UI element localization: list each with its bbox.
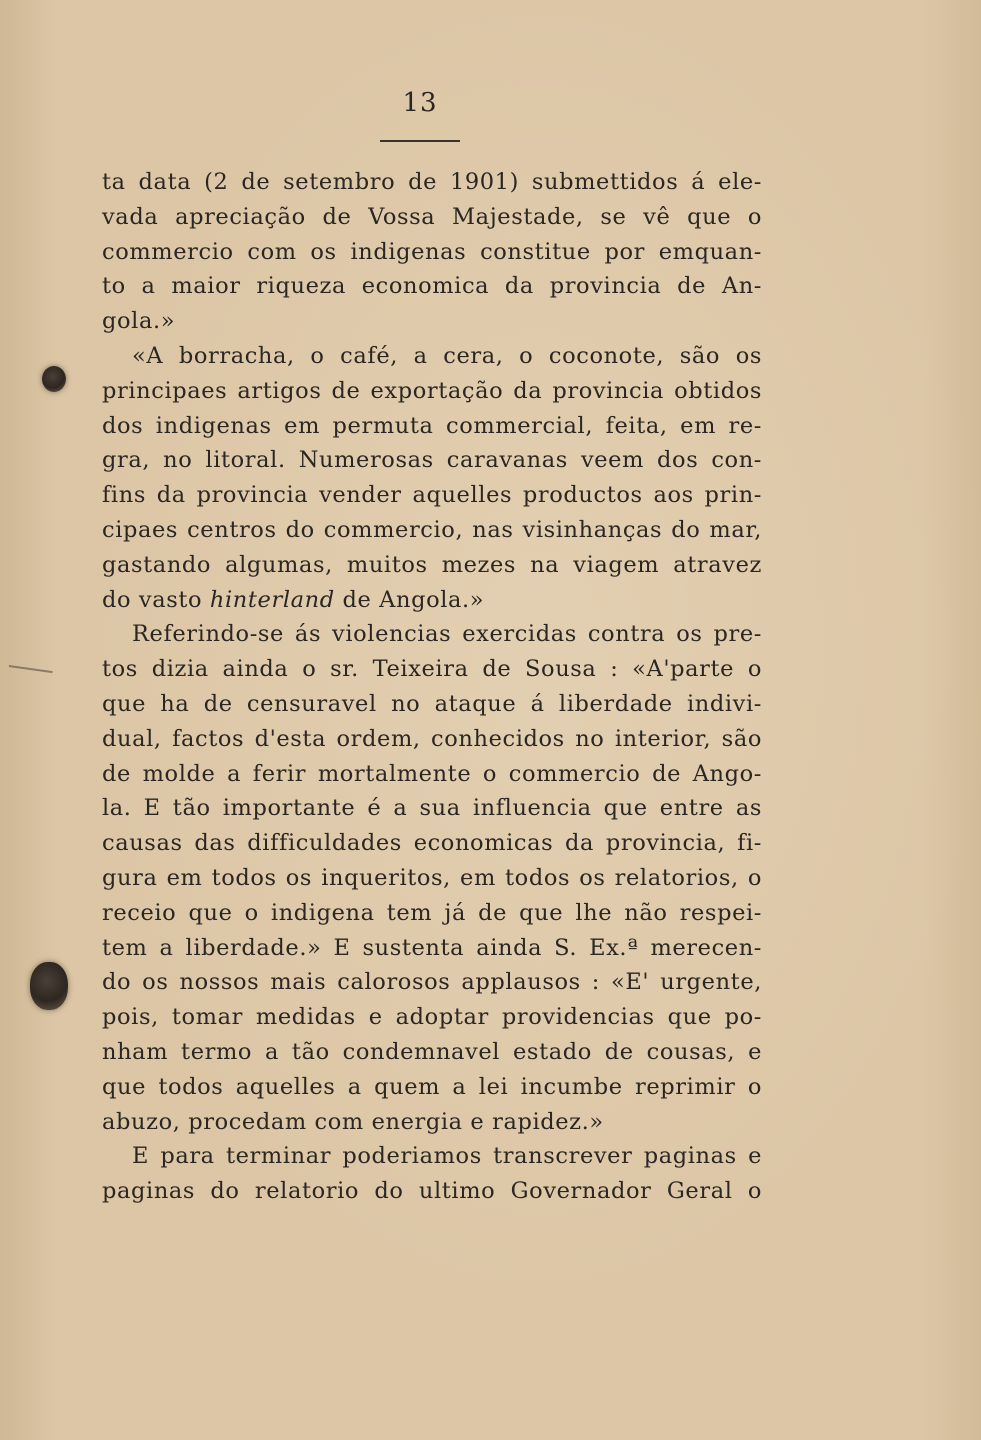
text-segment: de Angola.»	[334, 586, 485, 613]
text-line: gura em todos os inqueritos, em todos os relatorios, o	[102, 864, 762, 891]
text-line: Referindo-se ás violencias exercidas contra os pre-	[132, 621, 762, 648]
text-line: que todos aquelles a quem a lei incumbe reprimir o	[102, 1073, 762, 1100]
header-rule	[380, 140, 460, 142]
text-line: causas das difficuldades economicas da provincia, fi-	[102, 830, 762, 857]
text-line: ta data (2 de setembro de 1901) submettidos á ele-	[102, 169, 762, 195]
text-line: «A borracha, o café, a cera, o coconote, são os	[132, 342, 762, 369]
text-line: pois, tomar medidas e adoptar providencias que po-	[102, 1004, 762, 1031]
binding-hole-bottom	[30, 962, 68, 1010]
text-line: gastando algumas, muitos mezes na viagem atravez	[102, 551, 762, 578]
margin-mark	[7, 665, 52, 683]
text-line: de molde a ferir mortalmente o commercio de Ango-	[102, 760, 762, 787]
text-line: commercio com os indigenas constitue por emquan-	[102, 238, 762, 265]
page-number: 13	[402, 88, 438, 118]
text-line: gra, no litoral. Numerosas caravanas veem dos con-	[102, 447, 762, 474]
text-line: que ha de censuravel no ataque á liberdade indivi-	[102, 690, 762, 717]
text-line: cipaes centros do commercio, nas visinhanças do mar,	[102, 516, 762, 543]
text-segment: do vasto	[102, 586, 210, 613]
text-line: tem a liberdade.» E sustenta ainda S. Ex.ª merecen-	[102, 934, 762, 961]
text-line: to a maior riqueza economica da provincia de An-	[102, 273, 762, 300]
text-line: abuzo, procedam com energia e rapidez.»	[102, 1108, 604, 1135]
text-line: principaes artigos de exportação da provincia obtidos	[102, 377, 762, 404]
text-line: receio que o indigena tem já de que lhe não respei-	[102, 899, 762, 926]
text-line: E para terminar poderiamos transcrever paginas e	[132, 1143, 762, 1170]
text-line: gola.»	[102, 308, 176, 335]
text-line: vada apreciação de Vossa Majestade, se vê que o	[102, 203, 762, 230]
italic-term: hinterland	[209, 586, 335, 613]
text-line: fins da provincia vender aquelles productos aos prin-	[102, 482, 762, 509]
text-line	[102, 583, 762, 618]
text-line: dos indigenas em permuta commercial, feita, em re-	[102, 412, 762, 439]
text-line: tos dizia ainda o sr. Teixeira de Sousa : «A'parte o	[102, 656, 762, 683]
text-line: do os nossos mais calorosos applausos : «E' urgente,	[102, 969, 762, 996]
text-line: dual, factos d'esta ordem, conhecidos no interior, são	[102, 725, 762, 752]
body-text	[102, 165, 762, 1209]
text-line: la. E tão importante é a sua influencia que entre as	[102, 795, 762, 822]
binding-hole-top	[42, 366, 66, 392]
text-line: nham termo a tão condemnavel estado de cousas, e	[102, 1038, 762, 1065]
text-line: paginas do relatorio do ultimo Governador Geral o	[102, 1178, 762, 1205]
